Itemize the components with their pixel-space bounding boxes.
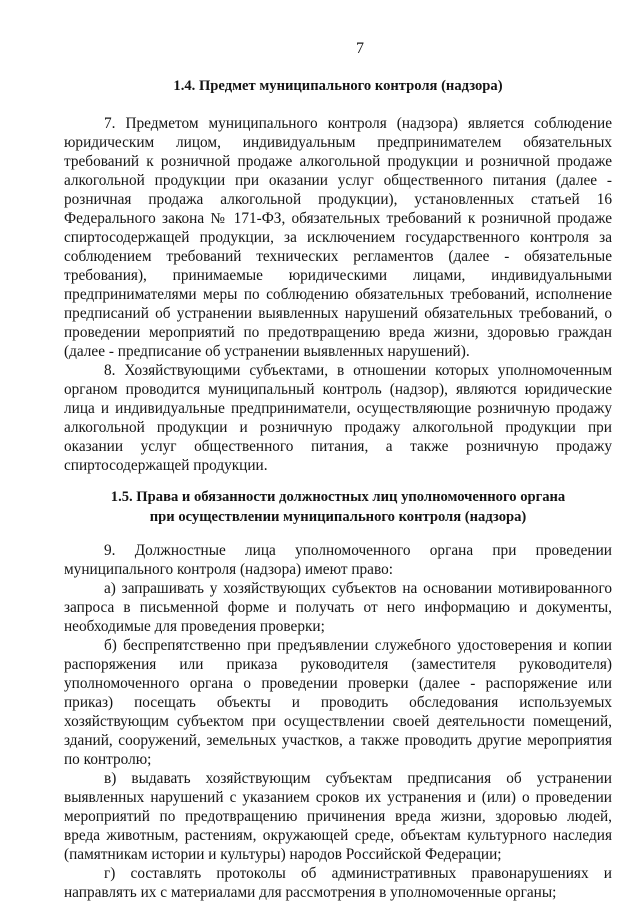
text-line: мероприятий по предотвращению причинения вреда жизни, здоровью людей,	[64, 808, 612, 825]
text-line: распоряжения или приказа руководителя (заместителя руководителя)	[64, 656, 612, 673]
text-line: розничная продажа алкогольной продукции), установленных статьей 16	[64, 191, 612, 208]
text-line: 8. Хозяйствующими субъектами, в отношении которых уполномоченным	[104, 362, 612, 379]
section-heading-1-5	[64, 487, 612, 527]
page-number: 7	[356, 40, 364, 57]
text-line: органом проводится муниципальный контроль (надзор), являются юридические	[64, 381, 612, 398]
paragraph-7	[64, 114, 612, 361]
paragraph-9g	[64, 864, 612, 902]
text-line: в) выдавать хозяйствующим субъектам предписания об устранении	[104, 770, 612, 787]
text-line: юридическим лицом, индивидуальным предпринимателем обязательных	[64, 134, 612, 151]
text-line: по контролю;	[64, 751, 152, 768]
text-line: предпринимателями меры по соблюдению обязательных требований, исполнение	[64, 286, 612, 303]
text-line: муниципального контроля (надзора) имеют право:	[64, 561, 393, 578]
paragraph-8	[64, 361, 612, 475]
paragraph-9a	[64, 579, 612, 636]
text-line: 7. Предметом муниципального контроля (надзора) является соблюдение	[104, 115, 612, 132]
text-line: предписаний об устранении выявленных нарушений обязательных требований, о	[64, 305, 612, 322]
text-line: г) составлять протоколы об административных правонарушениях и	[104, 865, 612, 882]
text-line: алкогольной продукции и розничную продажу алкогольной продукции при	[64, 419, 612, 436]
text-line: алкогольной продукции при оказании услуг общественного питания (далее -	[64, 172, 612, 189]
text-line: зданий, сооружений, земельных участков, а также проводить другие мероприятия	[64, 732, 612, 749]
paragraph-9b	[64, 636, 612, 769]
text-line: приказ) посещать объекты и проводить обследования используемых	[64, 694, 612, 711]
text-line: (далее - предписание об устранении выявленных нарушений).	[64, 343, 470, 360]
text-line: требования), принимаемые юридическими лицами, индивидуальными	[64, 267, 612, 284]
text-line: (памятникам истории и культуры) народов Российской Федерации;	[64, 846, 502, 863]
text-line: лица и индивидуальные предприниматели, осуществляющие розничную продажу	[64, 400, 612, 417]
text-line: необходимые для проведения проверки;	[64, 618, 325, 635]
heading-line: при осуществлении муниципального контроля (надзора)	[149, 509, 527, 525]
text-line: проведении мероприятий по предотвращению вреда жизни, здоровью граждан	[64, 324, 612, 341]
heading-line: 1.4. Предмет муниципального контроля (надзора)	[173, 78, 503, 94]
text-line: Федерального закона № 171-ФЗ, обязательных требований к розничной продаже	[64, 210, 612, 227]
text-line: вреда животным, растениям, окружающей среде, объектам культурного наследия	[64, 827, 612, 844]
text-line: б) беспрепятственно при предъявлении служебного удостоверения и копии	[104, 637, 612, 654]
text-line: уполномоченного органа о проведении проверки (далее - распоряжение или	[64, 675, 612, 692]
section-heading-1-4	[64, 76, 612, 96]
text-line: спиртосодержащей продукции.	[64, 457, 268, 474]
text-line: 9. Должностные лица уполномоченного органа при проведении	[104, 542, 612, 559]
text-line: соблюдением требований технических регламентов (далее - обязательные	[64, 248, 612, 265]
text-line: оказании услуг общественного питания, а также розничную продажу	[64, 438, 612, 455]
text-line: хозяйствующим субъектом при осуществлении своей деятельности помещений,	[64, 713, 612, 730]
text-line: а) запрашивать у хозяйствующих субъектов на основании мотивированного	[104, 580, 612, 597]
heading-line: 1.5. Права и обязанности должностных лиц уполномоченного органа	[110, 489, 566, 505]
paragraph-9v	[64, 769, 612, 864]
paragraph-9	[64, 541, 612, 579]
text-line: направлять их с материалами для рассмотрения в уполномоченные органы;	[64, 884, 557, 901]
text-line: требований к розничной продаже алкогольной продукции и розничной продаже	[64, 153, 612, 170]
text-line: выявленных нарушений с указанием сроков их устранения и (или) о проведении	[64, 789, 612, 806]
text-line: спиртосодержащей продукции, за исключением государственного контроля за	[64, 229, 612, 246]
text-line: запроса в письменной форме и получать от него информацию и документы,	[64, 599, 612, 616]
